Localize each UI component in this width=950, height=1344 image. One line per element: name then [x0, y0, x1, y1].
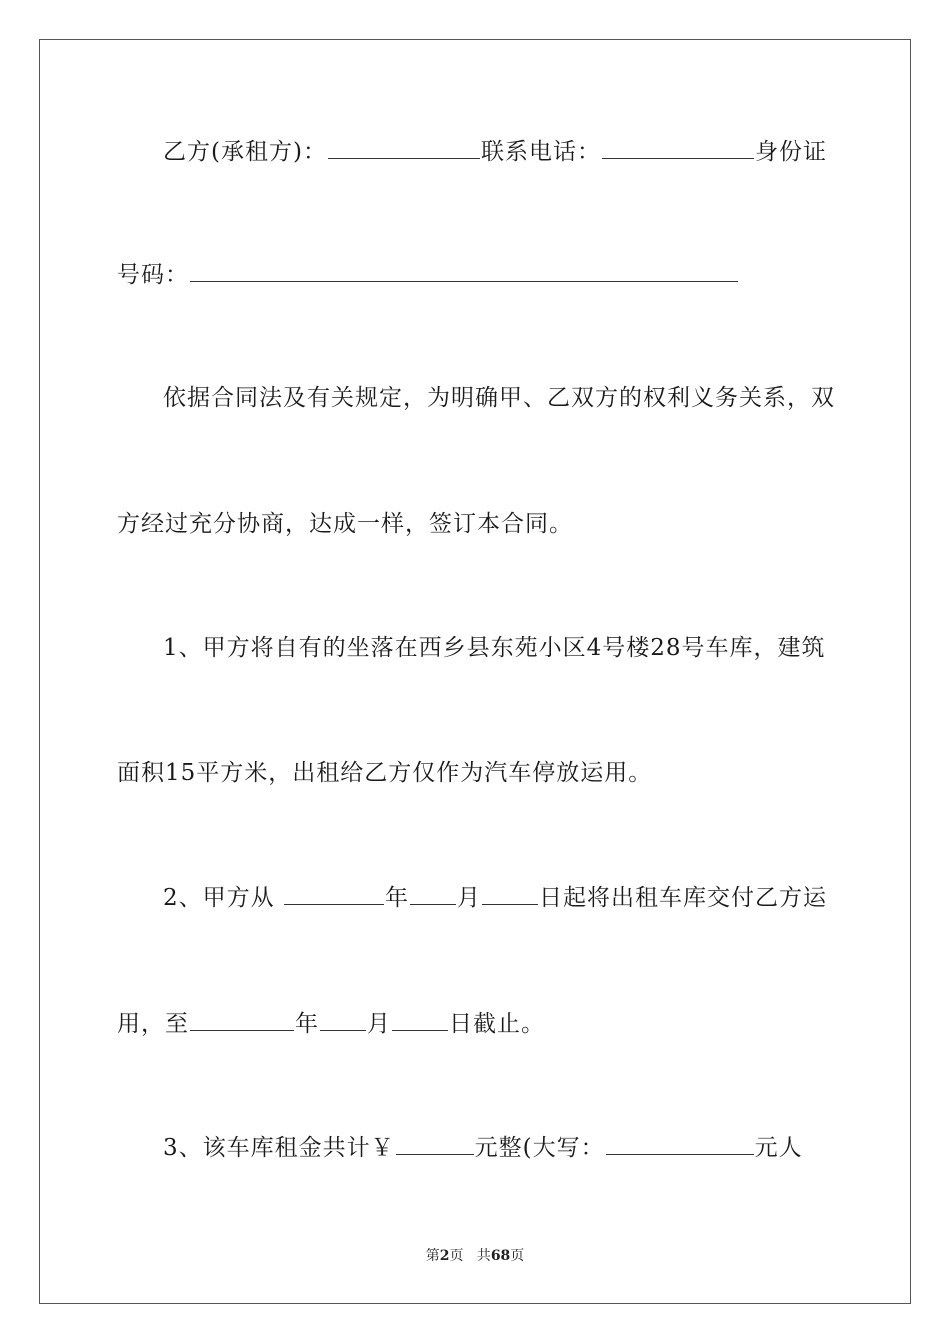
end-month-label: 月 — [367, 1011, 391, 1037]
page-footer — [0, 1246, 950, 1266]
page-number: 2 — [439, 1248, 450, 1264]
page-suffix: 页 — [449, 1248, 464, 1264]
preamble-text-1: 依据合同法及有关规定，为明确甲、乙双方的权利义务关系，双 — [163, 385, 835, 411]
clause-1-text-1: 1、甲方将自有的坐落在西乡县东苑小区4号楼28号车库，建筑 — [163, 635, 826, 661]
clause-2-text-start: 2、甲方从 — [163, 885, 283, 911]
clause-3-text-start: 3、该车库租金共计￥ — [163, 1135, 395, 1161]
end-year-label: 年 — [295, 1011, 319, 1037]
end-year-blank — [190, 1008, 294, 1031]
total-prefix: 共 — [476, 1248, 491, 1264]
preamble-line-2 — [117, 509, 573, 539]
end-day-blank — [392, 1008, 448, 1031]
id-number-line — [117, 259, 739, 290]
party-b-label: 乙方(承租方)： — [163, 139, 327, 165]
month-label: 月 — [456, 885, 481, 911]
page-prefix: 第 — [425, 1248, 440, 1264]
preamble-text-2: 方经过充分协商，达成一样，签订本合同。 — [117, 511, 573, 537]
rent-uppercase-blank — [606, 1132, 754, 1155]
rent-uppercase-label: 元整(大写： — [474, 1135, 605, 1161]
total-pages: 68 — [490, 1248, 511, 1264]
end-month-blank — [320, 1008, 366, 1031]
start-year-blank — [284, 882, 384, 905]
id-card-label: 身份证 — [754, 139, 827, 165]
clause-2-line-2 — [117, 1008, 545, 1039]
clause-1-line-2 — [117, 758, 652, 788]
year-label: 年 — [384, 885, 409, 911]
party-b-blank — [328, 136, 480, 159]
party-b-line — [163, 136, 827, 167]
start-month-blank — [410, 882, 456, 905]
id-number-label: 号码： — [117, 262, 189, 288]
clause-2-line-1 — [163, 882, 827, 913]
phone-blank — [602, 136, 754, 159]
clause-1-line-1 — [163, 633, 826, 663]
clause-3-line-1 — [163, 1132, 803, 1163]
clause-2-end-text: 日截止。 — [449, 1011, 545, 1037]
id-number-blank — [190, 259, 738, 282]
total-suffix: 页 — [510, 1248, 525, 1264]
clause-1-text-2: 面积15平方米，出租给乙方仅作为汽车停放运用。 — [117, 760, 653, 786]
clause-2-text-end: 日起将出租车库交付乙方运 — [538, 885, 827, 911]
preamble-line-1 — [163, 383, 835, 413]
clause-2-until: 用，至 — [117, 1011, 189, 1037]
rent-amount-blank — [396, 1132, 474, 1155]
start-day-blank — [482, 882, 538, 905]
clause-3-text-end: 元人 — [754, 1135, 803, 1161]
page-border — [39, 39, 911, 1304]
phone-label: 联系电话： — [480, 139, 601, 165]
